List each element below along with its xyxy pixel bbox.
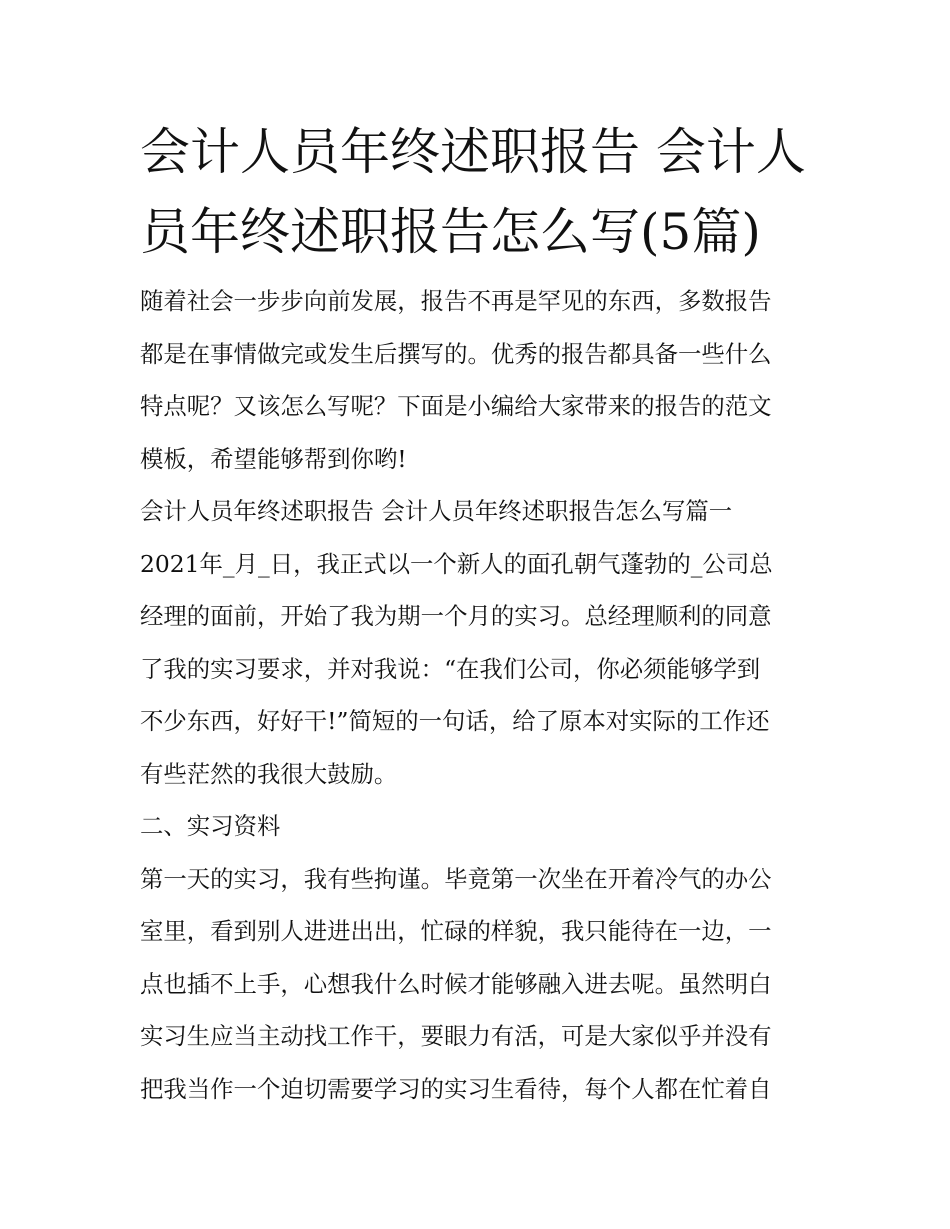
paragraph-1-line-3: 了我的实习要求，并对我说：“在我们公司，你必须能够学到	[140, 654, 761, 683]
paragraph-2-line-3: 点也插不上手，心想我什么时候才能够融入进去呢。虽然明白	[140, 969, 772, 998]
intro-line-1: 随着社会一步步向前发展，报告不再是罕见的东西，多数报告	[140, 287, 772, 315]
paragraph-2-line-4: 实习生应当主动找工作干，要眼力有活，可是大家似乎并没有	[140, 1022, 772, 1050]
intro-line-4: 模板，希望能够帮到你哟!	[140, 444, 407, 473]
document-body	[140, 278, 840, 1118]
intro-line-3: 特点呢？又该怎么写呢？下面是小编给大家带来的报告的范文	[140, 392, 772, 420]
paragraph-2-line-5: 把我当作一个迫切需要学习的实习生看待，每个人都在忙着自	[140, 1074, 772, 1103]
paragraph-1-line-1: 2021年_月_日，我正式以一个新人的面孔朝气蓬勃的_公司总	[140, 549, 773, 578]
paragraph-1-line-2: 经理的面前，开始了我为期一个月的实习。总经理顺利的同意	[140, 602, 772, 630]
paragraph-2-line-1: 第一天的实习，我有些拘谨。毕竟第一次坐在开着冷气的办公	[140, 864, 772, 893]
title-line-2: 员年终述职报告怎么写(5篇)	[140, 203, 761, 261]
section-heading-1: 会计人员年终述职报告 会计人员年终述职报告怎么写篇一	[140, 497, 733, 525]
paragraph-2-line-2: 室里，看到别人进进出出，忙碌的样貌，我只能待在一边，一	[140, 917, 772, 945]
document-title	[140, 112, 830, 272]
title-line-1: 会计人员年终述职报告 会计人	[140, 123, 806, 181]
paragraph-1-line-4: 不少东西，好好干!”简短的一句话，给了原本对实际的工作还	[140, 707, 770, 735]
section-heading-2: 二、实习资料	[140, 812, 281, 840]
paragraph-1-line-5: 有些茫然的我很大鼓励。	[140, 759, 398, 788]
intro-line-2: 都是在事情做完或发生后撰写的。优秀的报告都具备一些什么	[140, 339, 772, 368]
